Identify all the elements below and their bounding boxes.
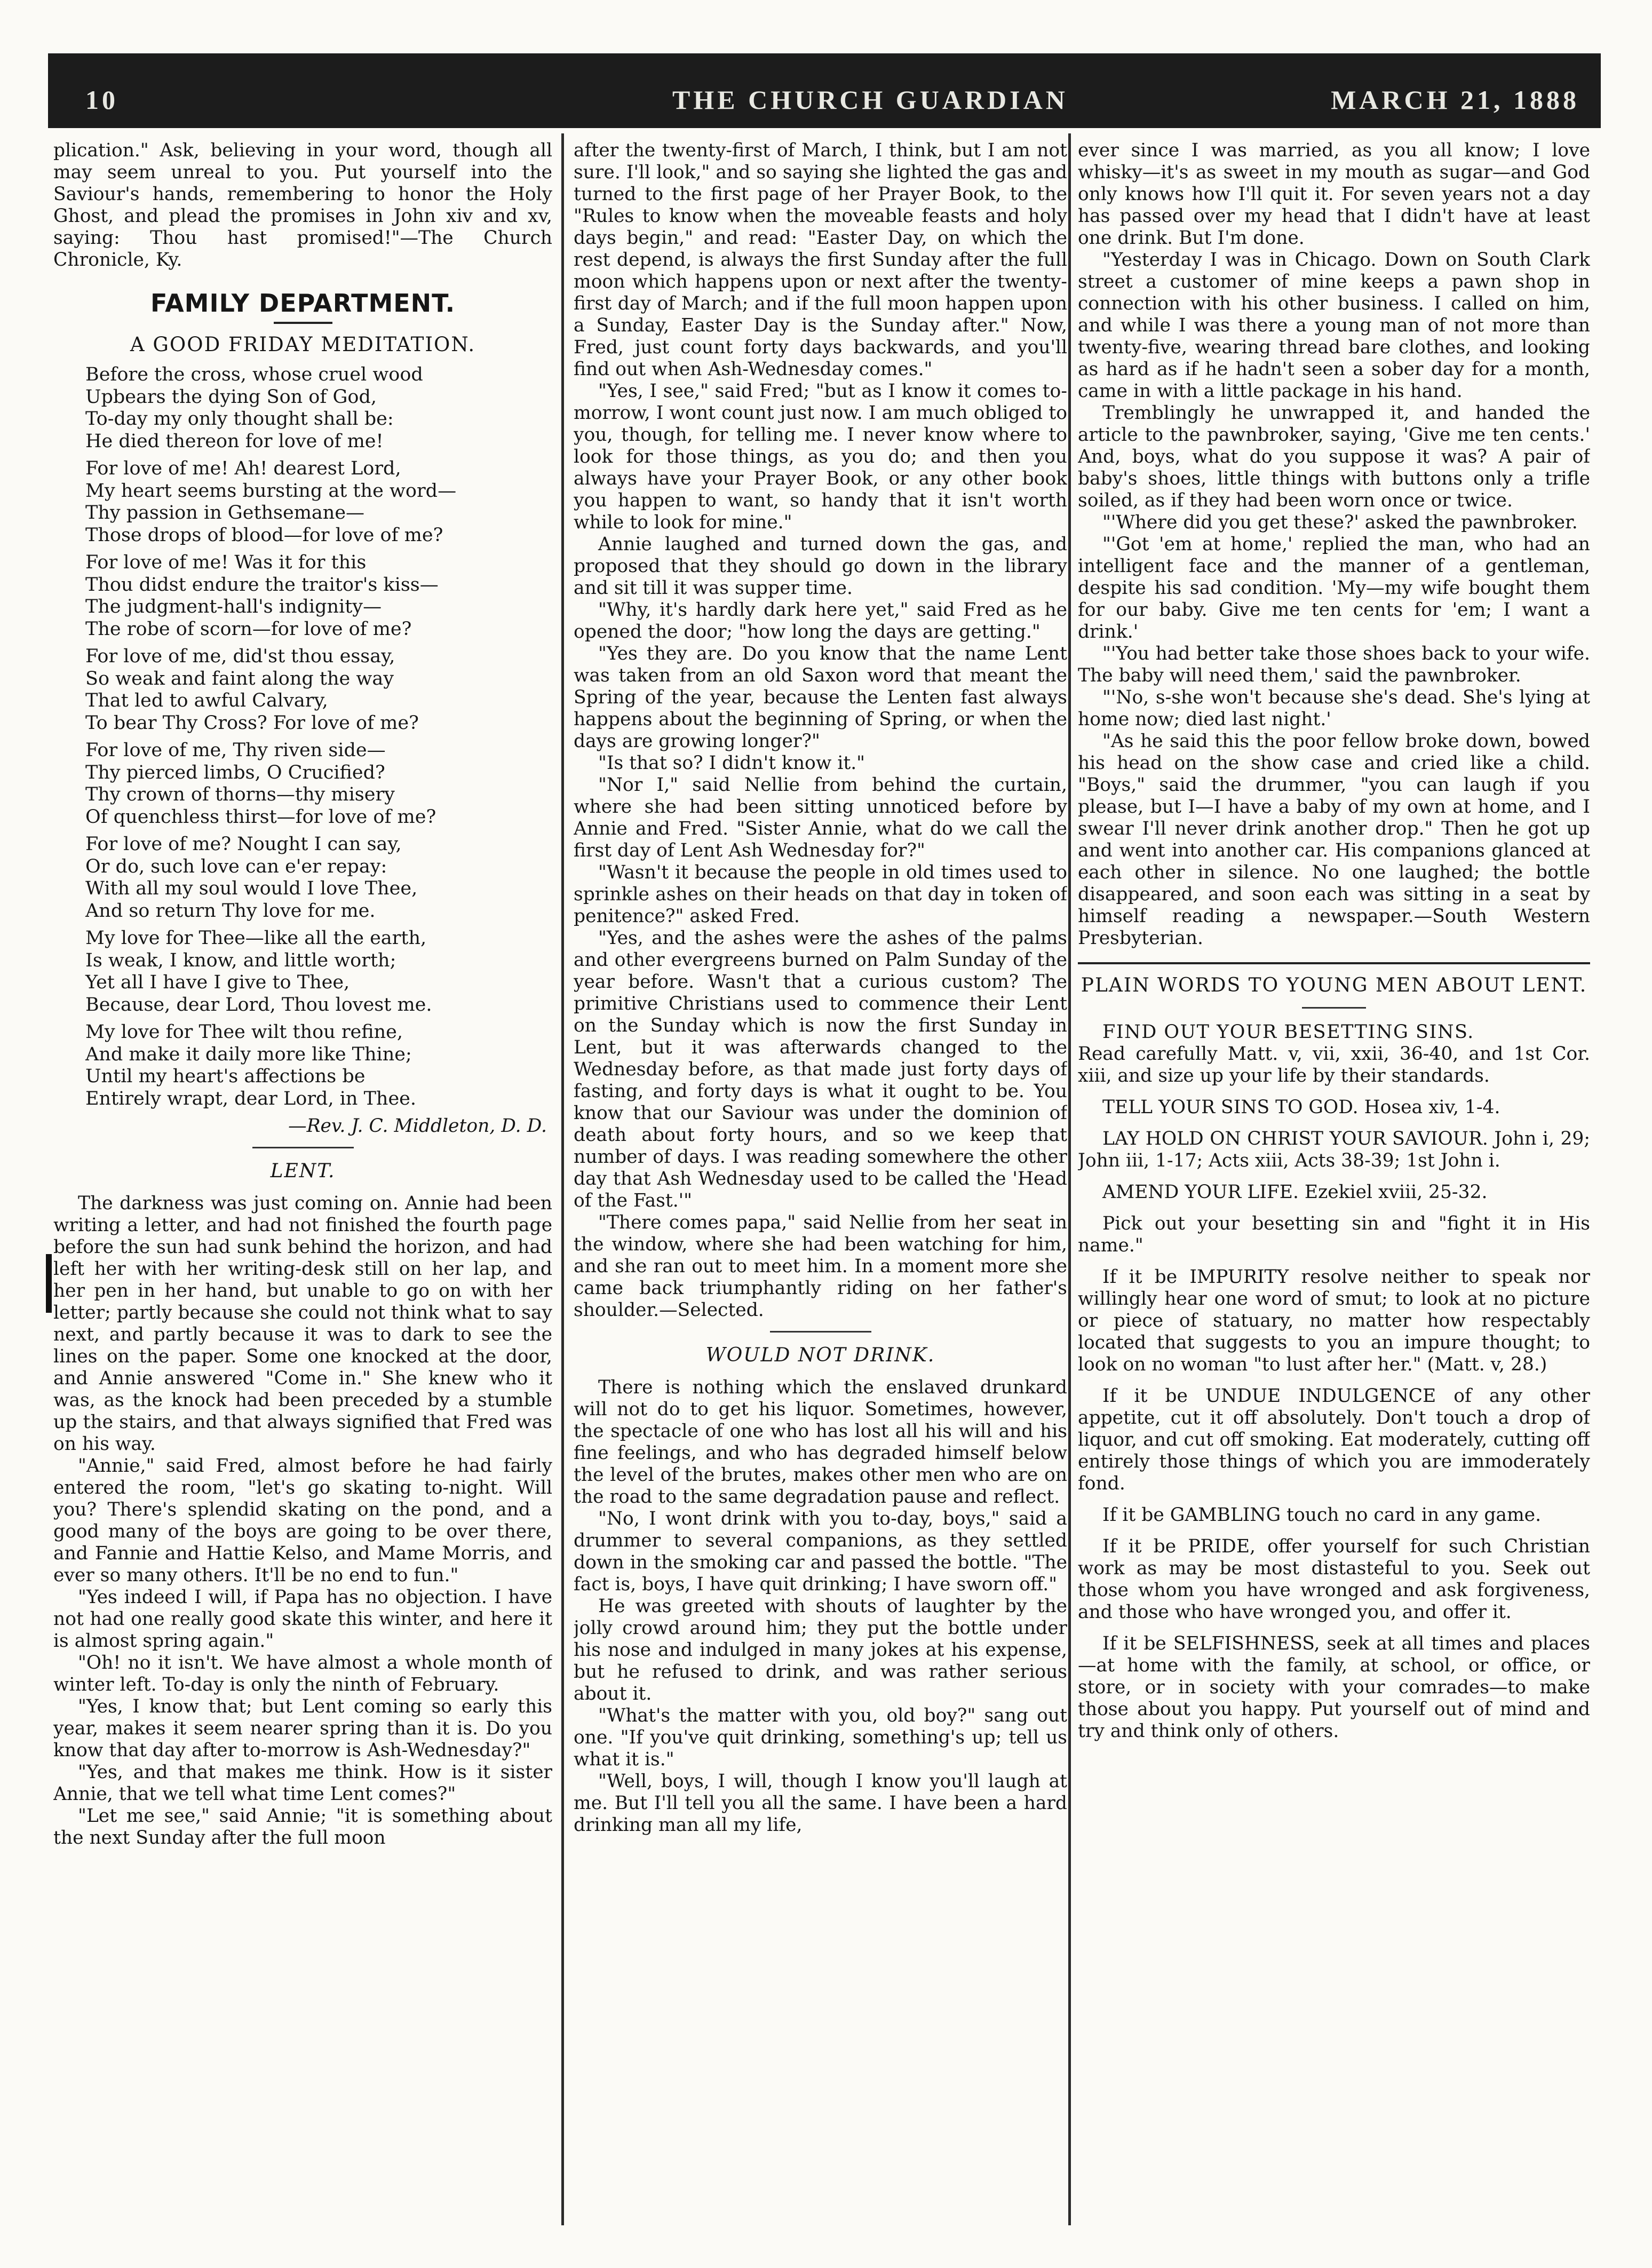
poem-line: For love of me! Ah! dearest Lord,	[85, 458, 401, 479]
poem-line: To bear Thy Cross? For love of me?	[85, 712, 419, 734]
paragraph: "There comes papa," said Nellie from her seat in the window, where she had been watching for him, and she ran out to meet him. In a moment more she came back triumphantly riding on her father's shoulder.—Selected.	[574, 1212, 1067, 1321]
paragraph: "Is that so? I didn't know it."	[598, 752, 865, 774]
poem-line: Or do, such love can e'er repay:	[85, 855, 387, 877]
paragraph: AMEND YOUR LIFE. Ezekiel xviii, 25-32.	[1102, 1181, 1488, 1203]
poem-line: My love for Thee—like all the earth,	[85, 927, 427, 949]
story-title: WOULD NOT DRINK.	[705, 1344, 935, 1366]
column-rule	[561, 133, 564, 2225]
paragraph: "Yes, I know that; but Lent coming so early this year, makes it seem nearer spring than it is. Do you know that day after to-morrow is Ash-Wednesday?"	[53, 1696, 552, 1761]
article-continuation: plication." Ask, believing in your word, though all may seem unreal to you. Put yourself into the Saviour's hands, remembering to honor the Holy Ghost, and plead the promises in John xiv and xv, saying: Thou hast promised!"—The Church Chronicle, Ky.	[53, 140, 552, 271]
poem-line: To-day my only thought shall be:	[85, 408, 394, 430]
poem-stanza	[85, 740, 552, 828]
paragraph: If it be SELFISHNESS, seek at all times and places—at home with the family, at school, or office, or store, or in society with your comrades—to make those about you happy. Put yourself out of mind and try and think only of others.	[1078, 1633, 1590, 1742]
masthead	[48, 53, 1601, 128]
poem-line: Yet all I have I give to Thee,	[85, 972, 350, 993]
paragraph: "Annie," said Fred, almost before he had fairly entered the room, "let's go skating to-night. Will you? There's splendid skating on the pond, and a good many of the boys are going to be over there, and Fannie and Hattie Kelso, and Mame Morris, and ever so many others. It'll be no end to fun."	[53, 1455, 552, 1586]
poem-line: Thou didst endure the traitor's kiss—	[85, 574, 439, 596]
department-heading: FAMILY DEPARTMENT.	[150, 289, 456, 318]
paragraph: Read carefully Matt. v, vii, xxii, 36-40, and 1st Cor. xiii, and size up your life by their standards.	[1078, 1043, 1590, 1087]
paragraph: "Why, it's hardly dark here yet," said Fred as he opened the door; "how long the days are getting."	[574, 599, 1067, 643]
paragraph: If it be GAMBLING touch no card in any game.	[1102, 1504, 1542, 1526]
poem-line: Of quenchless thirst—for love of me?	[85, 806, 436, 828]
divider	[1302, 1007, 1366, 1009]
paragraph: "Yes, and that makes me think. How is it sister Annie, that we tell what time Lent comes?"	[53, 1762, 552, 1805]
paragraph: "What's the matter with you, old boy?" sang out one. "If you've quit drinking, something's up; tell us what it is."	[574, 1705, 1067, 1770]
divider	[252, 1147, 354, 1148]
paragraph: "Wasn't it because the people in old times used to sprinkle ashes on their heads on that day in token of penitence?" asked Fred.	[574, 862, 1067, 927]
paragraph: "'Where did you get these?' asked the pawnbroker.	[1102, 512, 1578, 533]
poem-stanza	[85, 1021, 552, 1110]
section-title: PLAIN WORDS TO YOUNG MEN ABOUT LENT.	[1081, 974, 1587, 996]
column-rule	[1068, 133, 1071, 2225]
paragraph: TELL YOUR SINS TO GOD. Hosea xiv, 1-4.	[1102, 1097, 1500, 1118]
paragraph: Annie laughed and turned down the gas, and proposed that they should go down in the library and sit till it was supper time.	[574, 534, 1067, 599]
rule-heading: FIND OUT YOUR BESETTING SINS.	[1102, 1021, 1474, 1043]
poem-title: A GOOD FRIDAY MEDITATION.	[130, 333, 476, 356]
paragraph: He was greeted with shouts of laughter by the jolly crowd around him; they put the bottle under his nose and indulged in many jokes at his expense, but he refused to drink, and was rather serious about it.	[574, 1596, 1067, 1704]
poem-line: Upbears the dying Son of God,	[85, 386, 377, 408]
poem-line: He died thereon for love of me!	[85, 430, 384, 452]
paragraph: If it be PRIDE, offer yourself for such Christian work as may be most distasteful to you. Seek out those whom you have wronged and ask forgiveness, and those who have wronged you, and offer it.	[1078, 1536, 1590, 1623]
paragraph: If it be IMPURITY resolve neither to speak nor willingly hear one word of smut; to look at no picture or piece of statuary, no matter how respectably located that suggests to you an impure thought; to look on no woman "to lust after her." (Matt. v, 28.)	[1078, 1266, 1590, 1375]
paragraph: "Well, boys, I will, though I know you'll laugh at me. But I'll tell you all the same. I have been a hard drinking man all my life,	[574, 1771, 1067, 1836]
paragraph: Pick out your besetting sin and "fight it in His name."	[1078, 1213, 1590, 1256]
poem-stanza	[85, 927, 552, 1016]
page-number: 10	[85, 85, 118, 115]
paragraph: "Yes, I see," said Fred; "but as I know it comes to-morrow, I wont count just now. I am much obliged to you, though, for telling me. I never know where to look for those things, as you do; and then you always have your Prayer Book, or any other book you happen to want, so handy that it isn't worth while to look for mine."	[574, 380, 1067, 533]
poem-line: Those drops of blood—for love of me?	[85, 524, 443, 546]
poem-line: Because, dear Lord, Thou lovest me.	[85, 994, 432, 1016]
poem-line: With all my soul would I love Thee,	[85, 878, 418, 899]
poem-stanza	[85, 834, 552, 922]
column-1	[53, 140, 552, 2226]
poem-line: Thy passion in Gethsemane—	[85, 502, 365, 524]
divider	[274, 322, 332, 324]
poem-line: My love for Thee wilt thou refine,	[85, 1021, 403, 1043]
paragraph: There is nothing which the enslaved drunkard will not do to get his liquor. Sometimes, however, the spectacle of one who has lost all his will and his fine feelings, and who has degraded himself below the level of the brutes, makes other men who are on the road to the same degradation pause and reflect.	[574, 1377, 1067, 1508]
poem-stanza	[85, 552, 552, 640]
paragraph: The darkness was just coming on. Annie had been writing a letter, and had not finished the fourth page before the sun had sunk behind the horizon, and had left her with her writing-desk still on her lap, and her pen in her hand, but unable to go on with her letter; partly because she could not think what to say next, and partly because it was to dark to see the lines on the paper. Some one knocked at the door, and Annie answered "Come in." She knew who it was, as the knock had been preceded by a stumble up the stairs, and that always signified that Fred was on his way.	[53, 1193, 552, 1455]
issue-date: MARCH 21, 1888	[1331, 85, 1579, 115]
poem-stanza	[85, 364, 552, 453]
paragraph: "Let me see," said Annie; "it is something about the next Sunday after the full moon	[53, 1805, 552, 1849]
paragraph: "Yes they are. Do you know that the name Lent was taken from an old Saxon word that meant the Spring of the year, because the Lenten fast always happens about the beginning of Spring, or when the days are growing longer?"	[574, 643, 1067, 752]
story-title: LENT.	[270, 1160, 336, 1182]
paragraph: "'Got 'em at home,' replied the man, who had an intelligent face and the manner of a gentleman, despite his sad condition. 'My—my wife bought them for our baby. Give me ten cents for 'em; I want a drink.'	[1078, 534, 1590, 643]
poem-line: Entirely wrapt, dear Lord, in Thee.	[85, 1088, 417, 1109]
poem-line: And so return Thy love for me.	[85, 900, 376, 922]
column-2	[574, 140, 1067, 2226]
divider	[770, 1331, 871, 1333]
paragraph: "Oh! no it isn't. We have almost a whole month of winter left. To-day is only the ninth of February.	[53, 1652, 552, 1695]
paragraph: "Yes, and the ashes were the ashes of the palms and other evergreens burned on Palm Sunday of the year before. Wasn't that a curious custom? The primitive Christians used to commence their Lent on the Sunday which is now the first Sunday in Lent, but it was afterwards changed to the Wednesday before, as that made just forty days of fasting, and forty days is what it ought to be. You know that our Saviour was under the dominion of death about forty hours, and so we keep that number of days. I was reading somewhere the other day that Ash Wednesday used to be called the 'Head of the Fast.'"	[574, 927, 1067, 1211]
poem-line: The robe of scorn—for love of me?	[85, 618, 412, 640]
poem-line: Before the cross, whose cruel wood	[85, 364, 423, 385]
poem-line: Thy pierced limbs, O Crucified?	[85, 762, 385, 783]
paragraph: LAY HOLD ON CHRIST YOUR SAVIOUR. John i, 29; John iii, 1-17; Acts xiii, Acts 38-39; 1st John i.	[1078, 1128, 1590, 1171]
poem-author: —Rev. J. C. Middleton, D. D.	[288, 1115, 547, 1137]
poem-stanza	[85, 646, 552, 734]
poem-line: Is weak, I know, and little worth;	[85, 949, 396, 971]
poem-line: For love of me, did'st thou essay,	[85, 646, 395, 667]
column-3	[1078, 140, 1590, 2226]
divider	[1078, 962, 1590, 964]
paragraph: "No, I wont drink with you to-day, boys," said a drummer to several companions, as they settled down in the smoking car and passed the bottle. "The fact is, boys, I have quit drinking; I have sworn off."	[574, 1508, 1067, 1595]
poem-line: And make it daily more like Thine;	[85, 1043, 412, 1065]
paragraph: If it be UNDUE INDULGENCE of any other appetite, cut it off absolutely. Don't touch a drop of liquor, and cut off smoking. Eat moderately, cutting off entirely those things of which you are immoderately fond.	[1078, 1385, 1590, 1494]
paragraph: "'You had better take those shoes back to your wife. The baby will need them,' said the pawnbroker.	[1078, 643, 1590, 686]
poem-line: Until my heart's affections be	[85, 1066, 366, 1087]
poem-line: That led to awful Calvary,	[85, 690, 328, 711]
paragraph: after the twenty-first of March, I think, but I am not sure. I'll look," and so saying she lighted the gas and turned to the first page of her Prayer Book, to the "Rules to know when the moveable feasts and holy days begin," and read: "Easter Day, on which the rest depend, is always the first Sunday after the full moon which happens upon or next after the twenty-first day of March; and if the full moon happen upon a Sunday, Easter Day is the Sunday after." Now, Fred, just count forty days backwards, and you'll find out when Ash-Wednesday comes."	[574, 140, 1067, 380]
poem-line: So weak and faint along the way	[85, 668, 394, 689]
paragraph: "Nor I," said Nellie from behind the curtain, where she had been sitting unnoticed before by Annie and Fred. "Sister Annie, what do we call the first day of Lent Ash Wednesday for?"	[574, 774, 1067, 861]
paragraph: Tremblingly he unwrapped it, and handed the article to the pawnbroker, saying, 'Give me ten cents.' And, boys, what do you suppose it was? A pair of baby's shoes, little things with buttons only a trifle soiled, as if they had been worn once or twice.	[1078, 402, 1590, 511]
poem-line: Thy crown of thorns—thy misery	[85, 784, 395, 805]
poem-line: For love of me, Thy riven side—	[85, 740, 386, 761]
poem-line: My heart seems bursting at the word—	[85, 480, 457, 502]
margin-mark	[46, 1254, 52, 1313]
poem-stanza	[85, 458, 552, 546]
poem-line: For love of me! Was it for this	[85, 552, 367, 573]
newspaper-title: THE CHURCH GUARDIAN	[672, 85, 1068, 115]
paragraph: "'No, s-she won't because she's dead. She's lying at home now; died last night.'	[1078, 687, 1590, 730]
poem-line: For love of me? Nought I can say,	[85, 834, 402, 855]
paragraph: "Yesterday I was in Chicago. Down on South Clark street a customer of mine keeps a pawn shop in connection with his other business. I called on him, and while I was there a young man of not more than twenty-five, wearing thread bare clothes, and looking as hard as if he hadn't seen a sober day for a month, came in with a little package in his hand.	[1078, 249, 1590, 402]
poem-line: The judgment-hall's indignity—	[85, 596, 382, 617]
paragraph: ever since I was married, as you all know; I love whisky—it's as sweet in my mouth as sugar—and God only knows how I'll quit it. For seven years not a day has passed over my head that I didn't have at least one drink. But I'm done.	[1078, 140, 1590, 249]
paragraph: "As he said this the poor fellow broke down, bowed his head on the show case and cried like a child. "Boys," said the drummer, "you can laugh if you please, but I—I have a baby of my own at home, and I swear I'll never drink another drop." Then he got up and went into another car. His companions glanced at each other in silence. No one laughed; the bottle disappeared, and soon each was sitting in a seat by himself reading a newspaper.—South Western Presbyterian.	[1078, 731, 1590, 949]
paragraph: "Yes indeed I will, if Papa has no objection. I have not had one really good skate this winter, and here it is almost spring again."	[53, 1587, 552, 1652]
